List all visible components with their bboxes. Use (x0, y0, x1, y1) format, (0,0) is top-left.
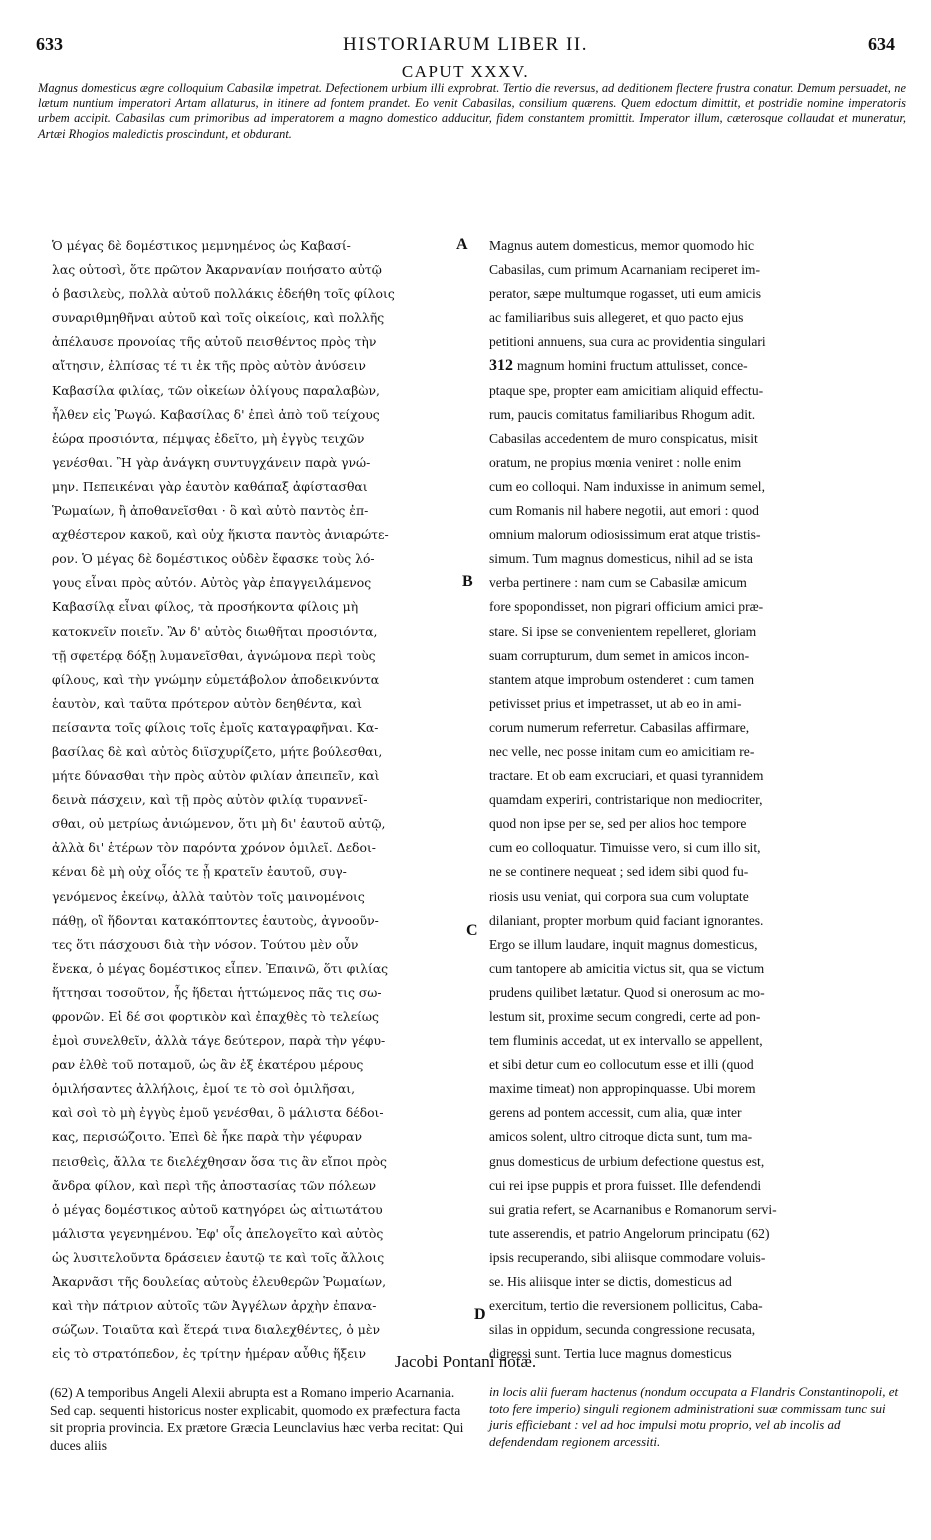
greek-line: Καβασίλα φιλίας, τῶν οἰκείων ὀλίγους παραλαβὼν, (52, 382, 380, 398)
greek-line: μάλιστα γεγενημένου. Ἐφ' οἷς ἀπελογεῖτο καὶ αὐτὸς (52, 1225, 384, 1241)
greek-line: ἕνεκα, ὁ μέγας δομέστικος εἶπεν. Ἐπαινῶ, ὅτι φιλίας (52, 960, 389, 976)
latin-line: cum tantopere ab amicitia victus sit, qua se victum (489, 960, 765, 976)
greek-line: γους εἶναι πρὸς αὐτόν. Αὐτὸς γὰρ ἐπαγγειλάμενος (52, 575, 372, 591)
latin-column (489, 234, 907, 1366)
greek-line: συναριθμηθῆναι αὐτοῦ καὶ τοῖς οἰκείοις, καὶ πολλῆς (52, 310, 385, 326)
latin-line: quod non ipse per se, sed per alios hoc tempore (489, 816, 747, 832)
greek-line: τῇ σφετέρᾳ δόξῃ λυμανεῖσθαι, ἀγνώμονα περὶ τοὺς (52, 647, 376, 663)
greek-line: ραν ἐλθὲ τοῦ ποταμοῦ, ὡς ἂν ἐξ ἑκατέρου μέρους (52, 1057, 364, 1073)
latin-line: Cabasilas accedentem de muro conspicatus, misit (489, 430, 758, 446)
greek-line: ὁ βασιλεὺς, πολλὰ αὐτοῦ πολλάκις ἐδεήθη τοῖς φίλοις (52, 286, 395, 302)
greek-line: Καβασίλᾳ εἶναι φίλος, τὰ προσήκοντα φίλοις μὴ (52, 599, 359, 615)
latin-line: exercitum, tertio die reversionem pollicitus, Caba- (489, 1298, 763, 1314)
greek-line: μην. Πεπεικέναι γὰρ ἑαυτὸν καθάπαξ ἀφίστασθαι (52, 478, 368, 494)
greek-line: καὶ τὴν πάτριον αὐτοῖς τῶν Ἀγγέλων ἀρχὴν ἐπανα- (52, 1298, 377, 1314)
chapter-summary: Magnus domesticus ægre colloquium Cabasilæ impetrat. Defectionem urbium illi exprobrat. Tertio die reversus, ad deditionem flectere frustra conatur. Demum persuadet, ne lætum nuntium imperatori Artam allaturus, in itinere ad fontem prandet. Eo venit Cabasilas, consilium quærens. Quem edoctum dimittit, et postridie nomine imperatoris urbem accipit. Cabasilas cum primoribus ad imperatorem a magno domestico adducitur, fidem constantem promittit. Imperator illum, cæterosque collaudat et muneratur, Artæi Rhogios maledictis proscindunt, et obdurant. (38, 81, 906, 141)
margin-letter-a: A (456, 236, 468, 253)
latin-line: se. His aliisque inter se dictis, domesticus ad (489, 1274, 732, 1290)
greek-line: Ῥωμαίων, ἢ ἀποθανεῖσθαι · ὃ καὶ αὐτὸ παντὸς ἐπ- (52, 503, 369, 519)
latin-line: tem fluminis accedat, ut ex intervallo se appellent, (489, 1033, 763, 1049)
latin-line: ptaque spe, propter eam amicitiam aliquid effectu- (489, 382, 764, 398)
greek-line: γενόμενος ἐκείνῳ, ἀλλὰ ταὐτὸν τοῖς μαινομένοις (52, 888, 365, 904)
greek-line: αἴτησιν, ἐλπίσας τέ τι ἐκ τῆς πρὸς αὐτὸν ἀνύσειν (52, 358, 366, 374)
page-number-left: 633 (36, 34, 63, 54)
note-left: (62) A temporibus Angeli Alexii abrupta est a Romano imperio Acarnania. Sed cap. sequenti historicus noster explicabit, quomodo ex præfectura facta sit propria provincia. Ex prætore Græcia Leunclavius hæc verba recitat: Qui duces aliis (50, 1385, 464, 1453)
latin-line: Cabasilas, cum primum Acarnaniam reciperet im- (489, 262, 761, 278)
greek-line: κατοκνεῖν ποιεῖν. Ἂν δ' αὐτὸς διωθῆται προσιόντα, (52, 623, 378, 639)
greek-line: πεισθεὶς, ἄλλα τε διελέχθησαν ὅσα τις ἂν εἴποι πρὸς (52, 1153, 387, 1169)
latin-line: suam corrupturum, dum semet in amicos incon- (489, 647, 750, 663)
latin-line: fore spopondisset, non pigrari officium amici præ- (489, 599, 764, 615)
latin-line: digressi sunt. Tertia luce magnus domesticus (489, 1346, 732, 1362)
greek-line: αχθέστερον κακοῦ, καὶ οὐχ ἥκιστα παντὸς ἀνιαρώτε- (52, 527, 389, 543)
latin-line: silas in oppidum, secunda congressione recusata, (489, 1322, 756, 1338)
latin-line: cum eo colloquatur. Timuisse vero, si cum illo sit, (489, 840, 761, 856)
greek-line: φίλους, καὶ τὴν γνώμην εὐμετάβολον ἀποδεικνύντα (52, 671, 380, 687)
latin-line: oratum, ne propius mœnia veniret : nolle enim (489, 454, 742, 470)
latin-line: amicos solent, ultro citroque dicta sunt, tum ma- (489, 1129, 753, 1145)
note-right: in locis alii fueram hactenus (nondum occupata a Flandris Constantinopoli, et toto fere imperio) singuli regionem administrationi suæ commissam tunc sui juris efficiebant : vel ad hoc impulsi motu proprio, vel ab incolis ad defendendam regionem arcessiti. (489, 1384, 899, 1449)
greek-line: πείσαντα τοῖς φίλοις τοῖς ἐμοῖς καταγραφῆναι. Κα- (52, 719, 379, 735)
latin-line: Magnus autem domesticus, memor quomodo hic (489, 238, 755, 253)
notes-title: Jacobi Pontani notæ. (394, 1352, 537, 1371)
latin-line: stare. Si ipse se convenientem repelleret, gloriam (489, 623, 757, 639)
latin-line: nec velle, nec posse initam cum eo amicitiam re- (489, 743, 755, 759)
greek-line: πάθῃ, οἳ ἥδονται κατακόπτοντες ἑαυτοὺς, ἀγνοοῦν- (52, 912, 379, 928)
greek-line: βασίλας δὲ καὶ αὐτὸς διϊσχυρίζετο, μήτε βούλεσθαι, (52, 743, 383, 759)
latin-line: cum eo colloqui. Nam induxisse in animum semel, (489, 478, 765, 494)
latin-line: et sibi detur cum eo collocutum esse et illi (quod (489, 1057, 754, 1073)
latin-line: ipsis recuperando, sibi aliisque commodare voluis- (489, 1249, 766, 1265)
latin-line: 312 magnum homini fructum attulisset, conce- (489, 357, 748, 375)
greek-line: ἄνδρα φίλον, καὶ περὶ τῆς ἀποστασίας τῶν πόλεων (52, 1177, 377, 1193)
greek-line: κας, περισώζοιτο. Ἐπεὶ δὲ ἧκε παρὰ τὴν γέφυραν (52, 1129, 362, 1145)
greek-line: Ὁ μέγας δὲ δομέστικος μεμνημένος ὡς Καβασί- (52, 238, 351, 253)
margin-letter-d: D (474, 1306, 486, 1323)
latin-line: omnium malorum odiosissimum erat atque tristis- (489, 527, 761, 543)
greek-line: σώζων. Τοιαῦτα καὶ ἕτερά τινα διαλεχθέντες, ὁ μὲν (52, 1322, 381, 1338)
greek-line: εἰς τὸ στρατόπεδον, ἐς τρίτην ἡμέραν αὖθις ἥξειν (52, 1346, 367, 1362)
latin-line: verba pertinere : nam cum se Cabasilæ amicum (489, 575, 747, 591)
greek-line: φρονῶν. Εἰ δέ σοι φορτικὸν καὶ ἐπαχθὲς τὸ τελείως (52, 1009, 379, 1024)
greek-line: μήτε δύνασθαι τὴν πρὸς αὐτὸν φιλίαν ἀπειπεῖν, καὶ (52, 768, 380, 784)
latin-line: maxime timeat) non appropinquasse. Ubi morem (489, 1081, 756, 1097)
latin-line: stantem atque improbum ostenderet : cum tamen (489, 671, 755, 687)
greek-line: Ἀκαρνᾶσι τῆς δουλείας αὐτοὺς ἐλευθερῶν Ῥωμαίων, (52, 1274, 387, 1290)
latin-line: prudens quilibet lætatur. Quod si onerosum ac mo- (489, 984, 765, 1000)
latin-line: gnus domesticus de urbium defectione questus est, (489, 1153, 765, 1169)
chapter-title: CAPUT XXXV. (401, 62, 530, 81)
latin-line: quamdam experiri, contristarique non mediocriter, (489, 792, 763, 808)
greek-line: λας οὑτοσὶ, ὅτε πρῶτον Ἀκαρνανίαν ποιήσατο αὐτῷ (52, 262, 382, 278)
greek-line: γενέσθαι. Ἢ γὰρ ἀνάγκη συντυγχάνειν παρὰ γνώ- (52, 454, 371, 470)
page-marker-312: 312 (489, 357, 517, 375)
latin-line: rum, paucis comitatus familiaribus Rhogum adit. (489, 406, 756, 422)
greek-line: σθαι, οὐ μετρίως ἀνιώμενον, ὅτι μὴ δι' ἑαυτοῦ αὐτῷ, (52, 816, 386, 832)
latin-line: gerens ad pontem accessit, cum alia, quæ inter (489, 1105, 742, 1121)
latin-line: cui rei ipse puppis et prora fuisset. Ille defendendi (489, 1177, 762, 1193)
latin-line: perator, sæpe multumque rogasset, uti eum amicis (489, 286, 762, 302)
greek-line: ἑαυτὸν, καὶ ταῦτα πρότερον αὐτὸν δεηθέντα, καὶ (52, 695, 362, 711)
latin-line: dilaniant, propter morbum quid faciant ignorantes. (489, 912, 764, 928)
latin-line: ne se continere nequeat ; sed idem sibi quod fu- (489, 864, 749, 880)
latin-line: petivisset prius et impetrasset, ut ab eo in ami- (489, 695, 742, 711)
latin-line: Ergo se illum laudare, inquit magnus domesticus, (489, 936, 758, 952)
latin-line: petitioni annuens, sua cura ac providentia singulari (489, 334, 766, 350)
latin-line: cum Romanis nil habere negotii, aut emori : quod (489, 503, 759, 519)
greek-line: τες ὅτι πάσχουσι διὰ τὴν νόσον. Τούτου μὲν οὖν (52, 936, 359, 952)
greek-line: ἀπέλαυσε προνοίας τῆς αὐτοῦ πεισθέντος πρὸς τὴν (52, 334, 377, 350)
greek-line: καὶ σοὶ τὸ μὴ ἐγγὺς ἐμοῦ γενέσθαι, ὃ μάλιστα δέδοι- (52, 1105, 384, 1121)
greek-line: ρον. Ὁ μέγας δὲ δομέστικος οὐδὲν ἔφασκε τοὺς λό- (52, 551, 375, 567)
greek-line: ἑώρα προσιόντα, πέμψας ἐδεῖτο, μὴ ἐγγὺς τειχῶν (52, 430, 365, 446)
latin-line: tute asserendis, et patrio Angelorum principatu (62) (489, 1225, 770, 1241)
page-number-right: 634 (868, 34, 895, 54)
latin-line: tractare. Et ob eam excruciari, et quasi tyrannidem (489, 768, 764, 784)
greek-line: ἥττησαι τοσοῦτον, ἧς ἥδεται ἡττώμενος πᾶς τις σω- (52, 984, 382, 1000)
greek-line: ἐμοὶ συνελθεῖν, ἀλλὰ τάγε δεύτερον, παρὰ τὴν γέφυ- (52, 1033, 386, 1049)
latin-line: sui gratia refert, se Acarnanibus e Romanorum servi- (489, 1201, 777, 1217)
latin-line: lestum sit, proxime secum congredi, certe ad pon- (489, 1009, 761, 1024)
latin-line: riosis usu veniat, qui corpora sua cum voluptate (489, 888, 749, 904)
greek-line: ὁμιλήσαντες ἀλλήλοις, ἐμοί τε τὸ σοὶ ὁμιλῆσαι, (52, 1081, 356, 1097)
greek-line: ὁ μέγας δομέστικος αὐτοῦ κατηγόρει ὡς αἰτιωτάτου (52, 1201, 383, 1217)
greek-line: ὡς λυσιτελοῦντα δράσειεν ἑαυτῷ τε καὶ τοῖς ἄλλοις (52, 1249, 385, 1265)
running-title: HISTORIARUM LIBER II. (343, 34, 588, 55)
margin-letter-c: C (466, 922, 478, 939)
greek-column (52, 234, 468, 1366)
latin-line: corum numerum referretur. Cabasilas affirmare, (489, 719, 750, 735)
margin-letter-b: B (462, 573, 473, 590)
page-header (36, 34, 895, 58)
latin-line: simum. Tum magnus domesticus, nihil ad se ista (489, 551, 753, 567)
greek-line: ἦλθεν εἰς Ῥωγώ. Καβασίλας δ' ἐπεὶ ἀπὸ τοῦ τείχους (52, 406, 380, 422)
greek-line: ἀλλὰ δι' ἑτέρων τὸν παρόντα χρόνον ὁμιλεῖ. Δεδοι- (52, 840, 376, 856)
greek-line: κέναι δὲ μὴ οὐχ οἷός τε ᾖ κρατεῖν ἑαυτοῦ, συγ- (52, 864, 347, 880)
greek-line: δεινὰ πάσχειν, καὶ τῇ πρὸς αὐτὸν φιλίᾳ τυραννεῖ- (52, 792, 368, 808)
latin-line: ac familiaribus suis allegeret, et quo pacto ejus (489, 310, 744, 326)
